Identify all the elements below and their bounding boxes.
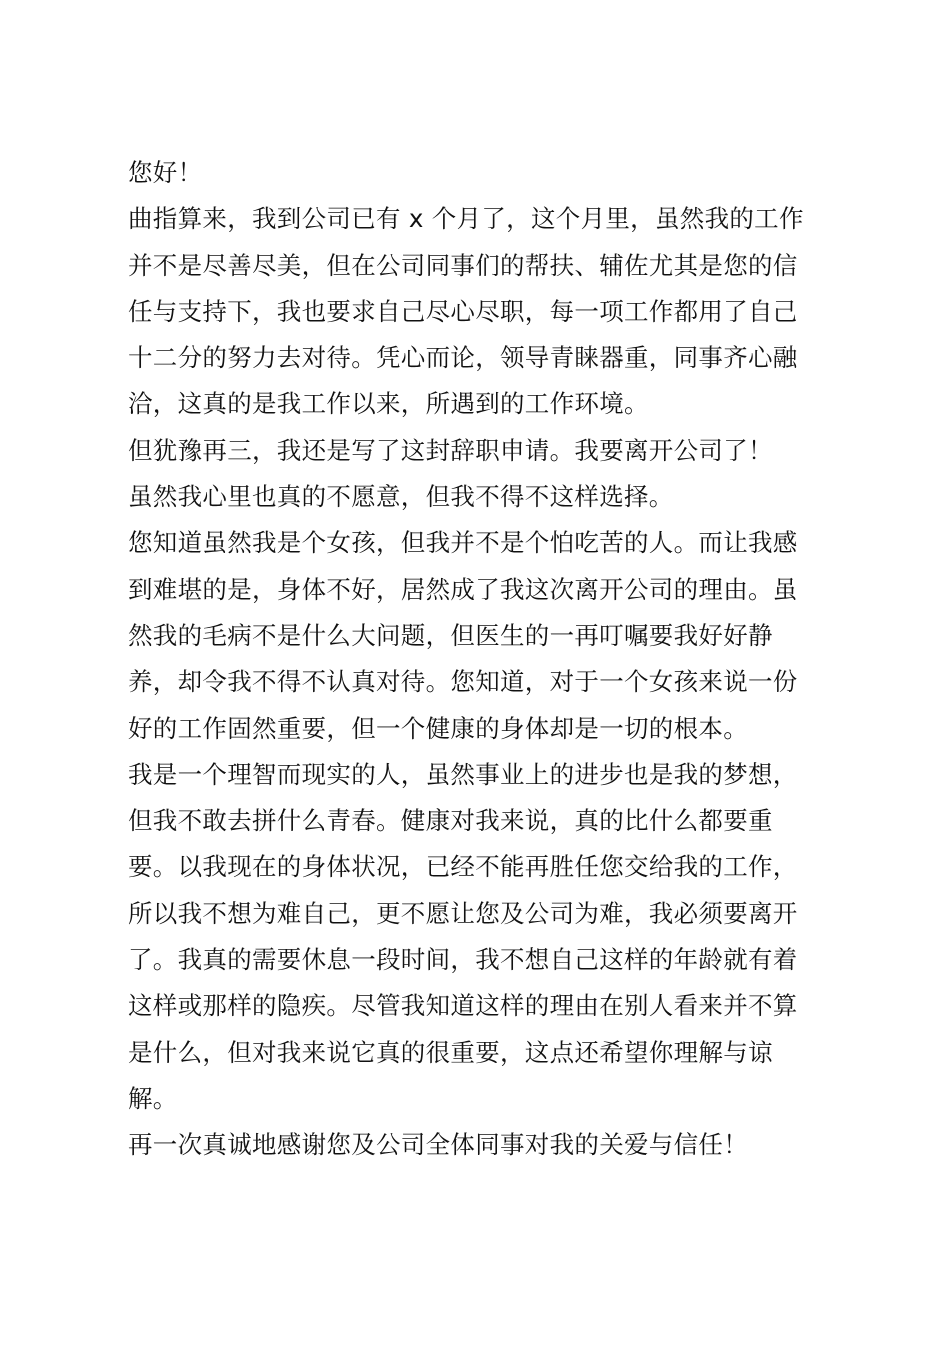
letter-line: 十二分的努力去对待。凭心而论，领导青睐器重，同事齐心融 (128, 343, 798, 373)
letter-line: 但犹豫再三，我还是写了这封辞职申请。我要离开公司了！ (128, 435, 773, 465)
letter-line: 但我不敢去拼什么青春。健康对我来说，真的比什么都要重 (128, 806, 773, 836)
letter-line: 再一次真诚地感谢您及公司全体同事对我的关爱与信任！ (128, 1130, 748, 1160)
letter-line: 好的工作固然重要，但一个健康的身体却是一切的根本。 (128, 713, 748, 743)
letter-line: 虽然我心里也真的不愿意，但我不得不这样选择。 (128, 482, 674, 512)
letter-line: 所以我不想为难自己，更不愿让您及公司为难，我必须要离开 (128, 898, 798, 928)
letter-line: 养，却令我不得不认真对待。您知道，对于一个女孩来说一份 (128, 667, 798, 697)
letter-line: 曲指算来，我到公司已有 x 个月了，这个月里，虽然我的工作 (128, 204, 804, 234)
letter-body (128, 150, 828, 1169)
letter-line: 并不是尽善尽美，但在公司同事们的帮扶、辅佐尤其是您的信 (128, 250, 798, 280)
letter-line: 我是一个理智而现实的人，虽然事业上的进步也是我的梦想， (128, 759, 798, 789)
letter-line: 然我的毛病不是什么大问题，但医生的一再叮嘱要我好好静 (128, 620, 773, 650)
letter-line: 您知道虽然我是个女孩，但我并不是个怕吃苦的人。而让我感 (128, 528, 798, 558)
letter-line: 洽，这真的是我工作以来，所遇到的工作环境。 (128, 389, 649, 419)
letter-line: 是什么，但对我来说它真的很重要，这点还希望你理解与谅 (128, 1037, 773, 1067)
letter-line: 任与支持下，我也要求自己尽心尽职，每一项工作都用了自己 (128, 296, 798, 326)
letter-line: 了。我真的需要休息一段时间，我不想自己这样的年龄就有着 (128, 945, 798, 975)
letter-line: 要。以我现在的身体状况，已经不能再胜任您交给我的工作， (128, 852, 798, 882)
letter-line: 您好！ (128, 158, 203, 187)
letter-line: 到难堪的是，身体不好，居然成了我这次离开公司的理由。虽 (128, 574, 798, 604)
letter-line: 这样或那样的隐疾。尽管我知道这样的理由在别人看来并不算 (128, 991, 798, 1021)
letter-line: 解。 (128, 1083, 178, 1113)
